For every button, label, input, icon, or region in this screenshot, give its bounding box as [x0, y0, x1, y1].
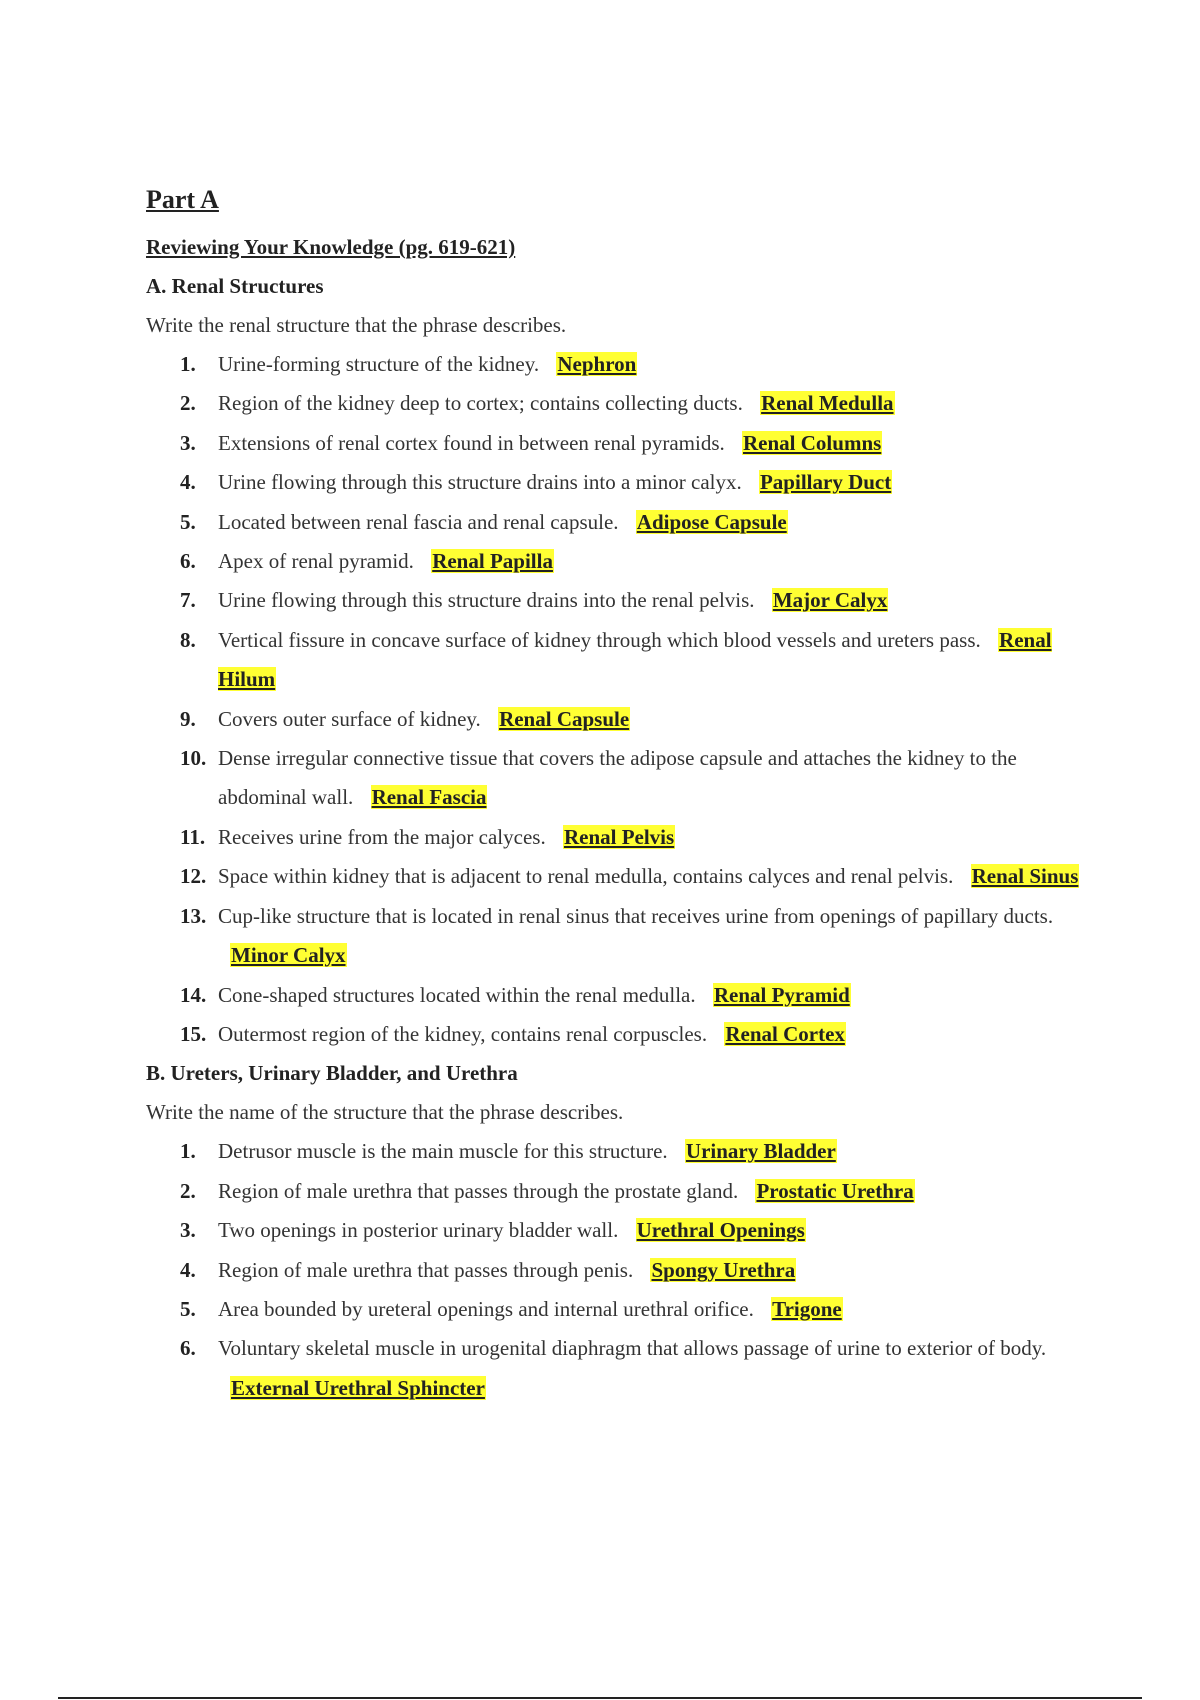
question-text: Dense irregular connective tissue that covers the adipose capsule and attaches the kidney to the abdominal wall.: [218, 746, 1017, 810]
question-text: Apex of renal pyramid.: [218, 549, 414, 574]
question-text: Urine-forming structure of the kidney.: [218, 352, 540, 376]
question-number: 6.: [180, 549, 196, 574]
question-item: [146, 1172, 1086, 1211]
part-title: Part A: [146, 185, 219, 214]
question-item: [146, 1329, 1086, 1408]
worksheet-page: [146, 182, 1086, 1408]
question-number: 7.: [180, 588, 196, 613]
question-text: Urine flowing through this structure drains into a minor calyx.: [218, 470, 742, 495]
question-text: Voluntary skeletal muscle in urogenital diaphragm that allows passage of urine to exterior of body.: [218, 1336, 1047, 1361]
answer-highlight: Adipose Capsule: [636, 509, 787, 534]
question-number: 3.: [180, 1218, 196, 1243]
answer-highlight: Renal Sinus: [971, 864, 1079, 889]
question-number: 3.: [180, 430, 196, 455]
question-item: [146, 542, 1086, 581]
question-number: 10.: [180, 746, 207, 771]
question-text: Area bounded by ureteral openings and internal urethral orifice.: [218, 1296, 754, 1321]
section-instruction: Write the name of the structure that the phrase describes.: [146, 1100, 624, 1125]
question-number: 15.: [180, 1021, 207, 1046]
question-text: Extensions of renal cortex found in between renal pyramids.: [218, 430, 725, 455]
question-list: [146, 1132, 1086, 1408]
question-text: Outermost region of the kidney, contains renal corpuscles.: [218, 1021, 708, 1046]
question-text: Region of male urethra that passes through the prostate gland.: [218, 1178, 739, 1203]
answer-highlight: Major Calyx: [772, 588, 888, 613]
question-item: [146, 424, 1086, 463]
question-number: 6.: [180, 1336, 196, 1361]
question-text: Vertical fissure in concave surface of kidney through which blood vessels and ureters pass.: [218, 627, 981, 652]
question-item: [146, 818, 1086, 857]
question-item: [146, 739, 1086, 818]
question-number: 1.: [180, 352, 196, 376]
question-number: 12.: [180, 864, 207, 889]
question-item: [146, 463, 1086, 502]
answer-highlight: Trigone: [772, 1296, 842, 1321]
answer-highlight: Renal Pyramid: [713, 982, 850, 1007]
question-number: 1.: [180, 1139, 196, 1164]
question-item: [146, 700, 1086, 739]
question-item: [146, 621, 1086, 700]
answer-highlight: Papillary Duct: [759, 470, 892, 495]
question-text: Two openings in posterior urinary bladder wall.: [218, 1218, 619, 1243]
question-text: Space within kidney that is adjacent to renal medulla, contains calyces and renal pelvis.: [218, 864, 954, 889]
question-item: [146, 1290, 1086, 1329]
question-text: Receives urine from the major calyces.: [218, 824, 546, 849]
answer-highlight: Renal Capsule: [499, 706, 630, 731]
question-number: 13.: [180, 903, 207, 928]
answer-highlight: Renal Hilum: [218, 627, 1052, 692]
question-text: Located between renal fascia and renal capsule.: [218, 509, 619, 534]
section-heading: A. Renal Structures: [146, 274, 324, 298]
question-number: 4.: [180, 470, 196, 495]
answer-highlight: Renal Pelvis: [563, 824, 675, 849]
question-number: 11.: [180, 824, 206, 849]
question-number: 5.: [180, 1296, 196, 1321]
question-number: 8.: [180, 627, 196, 652]
question-number: 14.: [180, 982, 207, 1007]
reference-subtitle: Reviewing Your Knowledge (pg. 619-621): [146, 235, 516, 259]
question-item: [146, 1251, 1086, 1290]
section-renal-structures: [146, 267, 1086, 1054]
answer-highlight: Prostatic Urethra: [756, 1178, 914, 1203]
answer-highlight: Renal Fascia: [371, 785, 487, 810]
question-text: Urine flowing through this structure drains into the renal pelvis.: [218, 588, 755, 613]
section-heading: B. Ureters, Urinary Bladder, and Urethra: [146, 1061, 518, 1086]
question-text: Region of the kidney deep to cortex; contains collecting ducts.: [218, 391, 743, 416]
question-item: [146, 345, 1086, 384]
answer-highlight: Renal Papilla: [432, 549, 553, 574]
question-item: [146, 581, 1086, 620]
answer-highlight: Nephron: [557, 352, 637, 376]
question-text: Cone-shaped structures located within the renal medulla.: [218, 982, 696, 1007]
answer-highlight: Minor Calyx: [231, 943, 346, 968]
question-item: [146, 857, 1086, 896]
answer-highlight: Renal Medulla: [761, 391, 894, 416]
question-text: Covers outer surface of kidney.: [218, 706, 481, 731]
question-number: 4.: [180, 1257, 196, 1282]
answer-highlight: Urethral Openings: [636, 1218, 805, 1243]
answer-highlight: External Urethral Sphincter: [231, 1375, 485, 1400]
question-text: Detrusor muscle is the main muscle for this structure.: [218, 1139, 668, 1164]
question-text: Cup-like structure that is located in renal sinus that receives urine from openings of papillary ducts.: [218, 903, 1054, 928]
question-item: [146, 897, 1086, 976]
answer-highlight: Renal Columns: [743, 430, 882, 455]
section-instruction: Write the renal structure that the phrase describes.: [146, 313, 567, 337]
question-item: [146, 503, 1086, 542]
question-item: [146, 1211, 1086, 1250]
question-number: 2.: [180, 391, 196, 416]
question-item: [146, 1015, 1086, 1054]
question-item: [146, 384, 1086, 423]
question-list: [146, 345, 1086, 1054]
question-number: 2.: [180, 1178, 196, 1203]
section-ureters-bladder-urethra: [146, 1054, 1086, 1408]
answer-highlight: Urinary Bladder: [685, 1139, 836, 1164]
answer-highlight: Spongy Urethra: [651, 1257, 796, 1282]
question-item: [146, 1132, 1086, 1171]
page-footer-rule: [58, 1697, 1142, 1699]
question-item: [146, 976, 1086, 1015]
question-number: 5.: [180, 509, 196, 534]
question-number: 9.: [180, 706, 196, 731]
answer-highlight: Renal Cortex: [725, 1021, 845, 1046]
question-text: Region of male urethra that passes through penis.: [218, 1257, 634, 1282]
